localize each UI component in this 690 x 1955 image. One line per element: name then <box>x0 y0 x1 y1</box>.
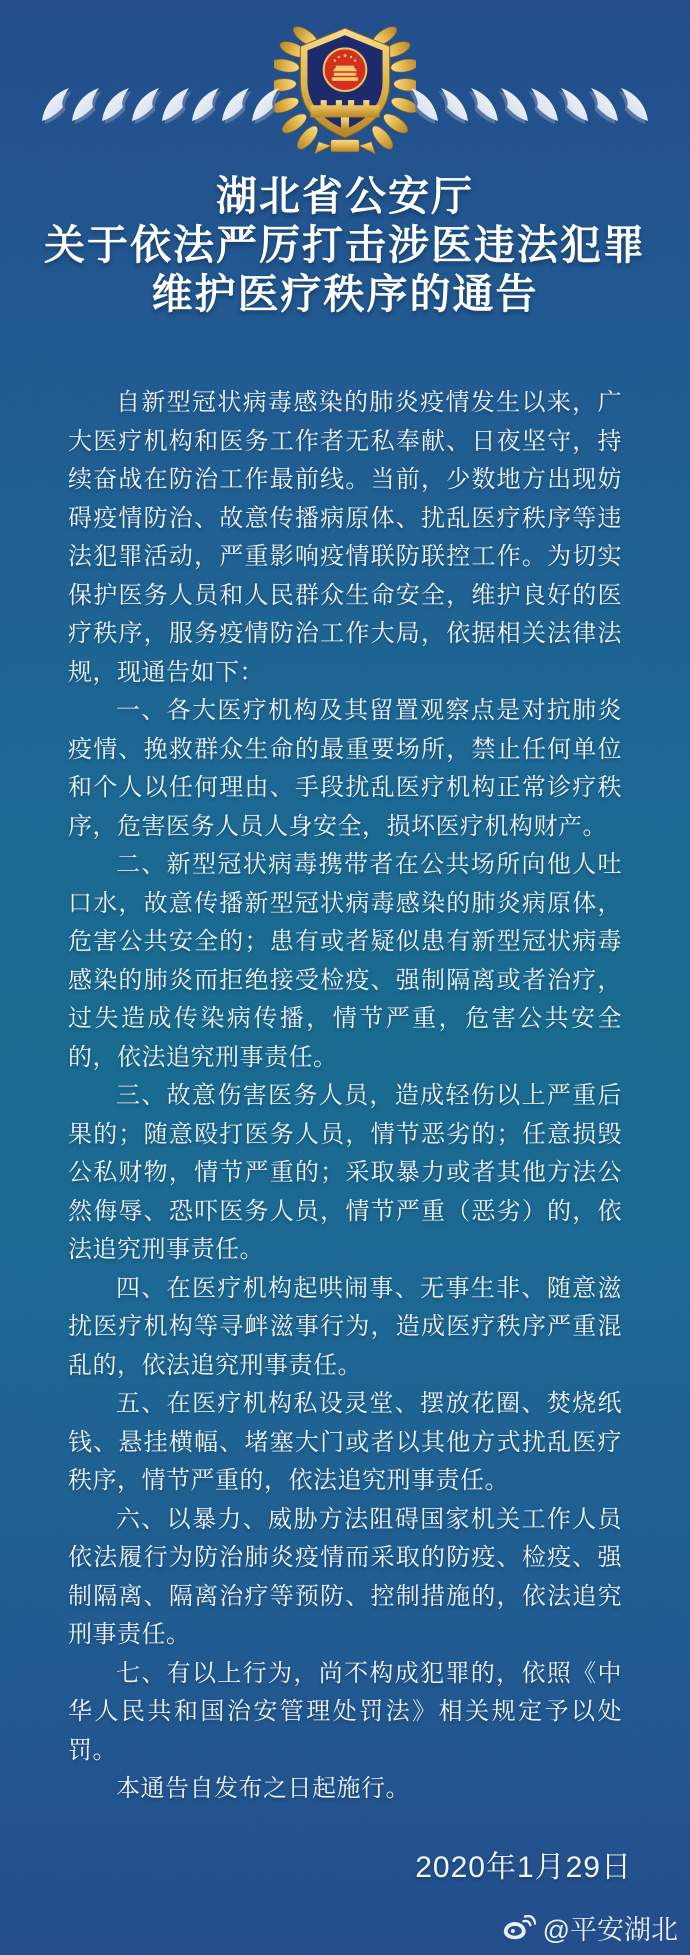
notice-date: 2020年1月29日 <box>415 1851 632 1884</box>
notice-heading <box>0 172 690 319</box>
weibo-icon <box>503 1915 536 1940</box>
weibo-watermark <box>503 1908 678 1947</box>
notice-paragraph-item-4: 四、在医疗机构起哄闹事、无事生非、随意滋扰医疗机构等寻衅滋事行为，造成医疗秩序严重混乱的，依法追究刑事责任。 <box>68 1274 622 1379</box>
right-chevrons-icon <box>410 88 648 128</box>
heading-title-line-2: 维护医疗秩序的通告 <box>151 271 539 317</box>
heading-title-line-1: 关于依法严厉打击涉医违法犯罪 <box>44 222 646 268</box>
notice-paragraph-closing: 本通告自发布之日起施行。 <box>116 1775 410 1802</box>
notice-body <box>68 384 622 1809</box>
watermark-text: @平安湖北 <box>542 1915 678 1945</box>
left-chevrons-icon <box>42 88 280 128</box>
police-badge-icon <box>274 24 416 158</box>
heading-issuer: 湖北省公安厅 <box>216 173 474 219</box>
notice-paragraph-item-1: 一、各大医疗机构及其留置观察点是对抗肺炎疫情、挽救群众生命的最重要场所，禁止任何单位和个人以任何理由、手段扰乱医疗机构正常诊疗秩序，危害医务人员人身安全，损坏医疗机构财产。 <box>68 697 622 840</box>
notice-paragraph-item-2: 二、新型冠状病毒携带者在公共场所向他人吐口水，故意传播新型冠状病毒感染的肺炎病原体，危害公共安全的；患有或者疑似患有新型冠状病毒感染的肺炎而拒绝接受检疫、强制隔离或者治疗，过失造成传染病传播，情节严重，危害公共安全的，依法追究刑事责任。 <box>68 851 622 1071</box>
notice-paragraph-intro: 自新型冠状病毒感染的肺炎疫情发生以来，广大医疗机构和医务工作者无私奉献、日夜坚守，持续奋战在防治工作最前线。当前，少数地方出现妨碍疫情防治、故意传播病原体、扰乱医疗秩序等违法犯罪活动，严重影响疫情联防联控工作。为切实保护医务人员和人民群众生命安全，维护良好的医疗秩序，服务疫情防治工作大局，依据相关法律法规，现通告如下： <box>68 389 622 686</box>
notice-paragraph-item-7: 七、有以上行为，尚不构成犯罪的，依照《中华人民共和国治安管理处罚法》相关规定予以处罚。 <box>68 1659 622 1764</box>
notice-paragraph-item-3: 三、故意伤害医务人员，造成轻伤以上严重后果的；随意殴打医务人员，情节恶劣的；任意损毁公私财物，情节严重的；采取暴力或者其他方法公然侮辱、恐吓医务人员，情节严重（恶劣）的，依法追究刑事责任。 <box>68 1082 622 1263</box>
notice-paragraph-item-6: 六、以暴力、威胁方法阻碍国家机关工作人员依法履行为防治肺炎疫情而采取的防疫、检疫、强制隔离、隔离治疗等预防、控制措施的，依法追究刑事责任。 <box>68 1505 622 1648</box>
notice-paragraph-item-5: 五、在医疗机构私设灵堂、摆放花圈、焚烧纸钱、悬挂横幅、堵塞大门或者以其他方式扰乱医疗秩序，情节严重的，依法追究刑事责任。 <box>68 1390 622 1494</box>
